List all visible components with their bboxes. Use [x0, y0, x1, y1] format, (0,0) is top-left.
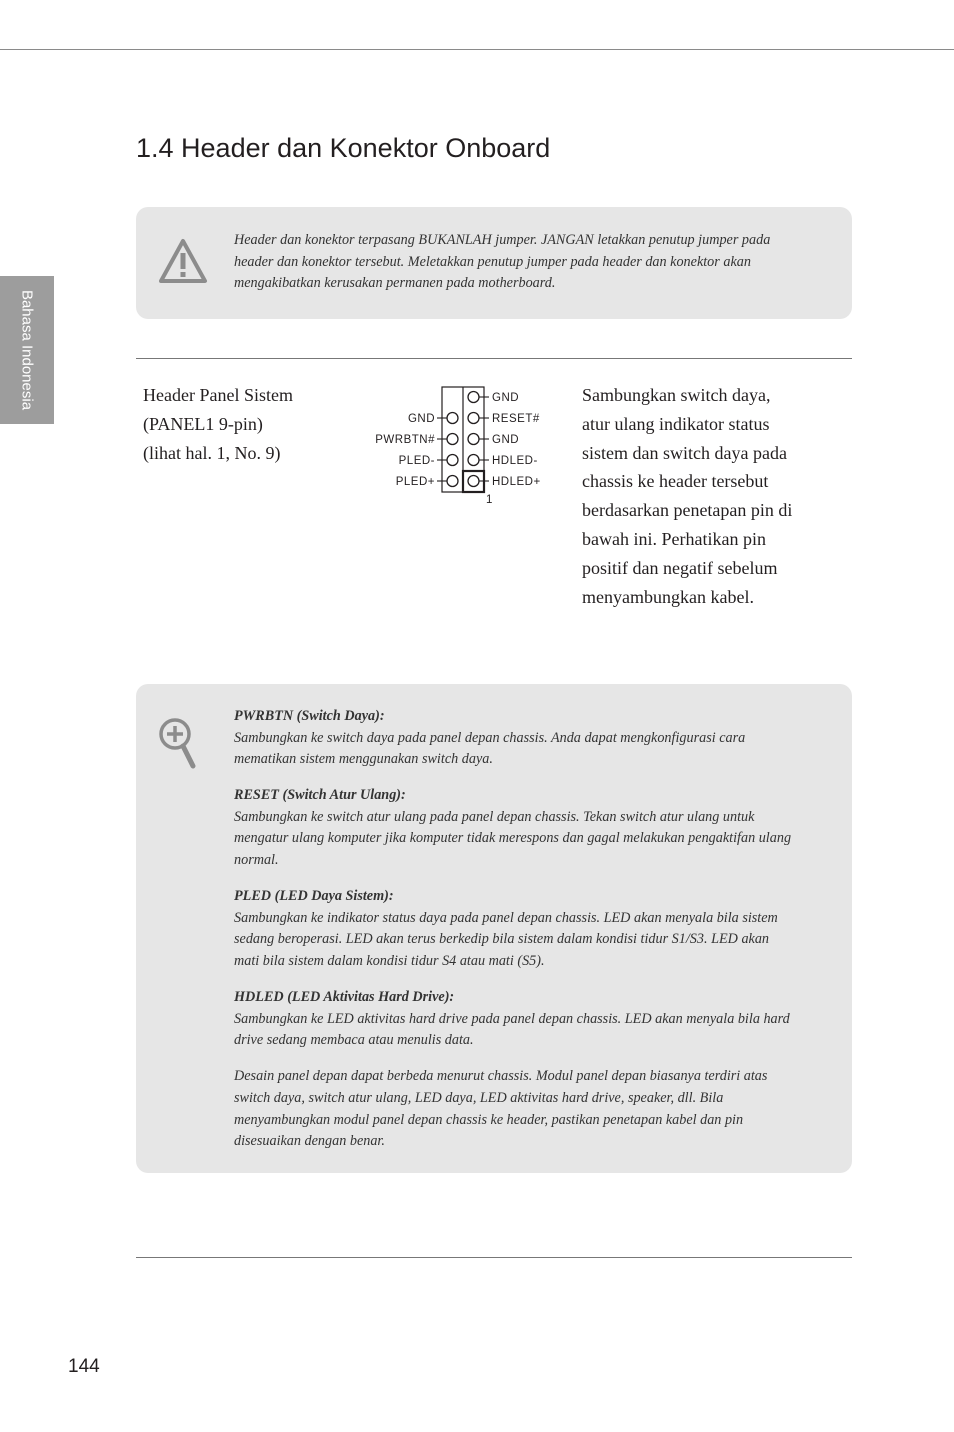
pin [447, 434, 458, 445]
side-tab-label: Bahasa Indonesia [18, 289, 36, 411]
pin-label-pwrbtn: PWRBTN# [375, 434, 435, 446]
top-rule [0, 49, 954, 50]
note-title: HDLED (LED Aktivitas Hard Drive): [234, 989, 455, 1006]
page-title: 1.4 Header dan Konektor Onboard [136, 133, 551, 163]
note-title: PWRBTN (Switch Daya): [234, 708, 385, 724]
note-title: RESET (Switch Atur Ulang): [234, 787, 406, 804]
warning-text: Header dan konektor terpasang BUKANLAH jumper. JANGAN letakkan penutup jumper pada header dan konektor tersebut. Meletakkan penutup jumper pada header dan konektor akan mengakibatkan kerusakan permanen pada motherboard. [234, 232, 771, 292]
note-hdled [234, 987, 794, 1052]
warning-triangle-icon [158, 238, 208, 284]
pin [447, 413, 458, 424]
panel-header-reference: (lihat hal. 1, No. 9) [143, 443, 281, 463]
panel-header-name: Header Panel Sistem [143, 385, 293, 405]
note-body: Sambungkan ke LED aktivitas hard drive pada panel depan chassis. LED akan menyala bila hard drive sedang membaca atau menulis data. [234, 1010, 790, 1049]
section-rule-top [136, 358, 852, 359]
note-reset [234, 785, 794, 871]
pin-label-pled-minus: PLED- [398, 455, 435, 467]
pin-label-pled-plus: PLED+ [395, 476, 435, 488]
notes-list [234, 706, 794, 1153]
panel-header-pins: (PANEL1 9-pin) [143, 414, 263, 434]
pin-label-gnd-left: GND [407, 413, 435, 425]
pin [468, 476, 479, 487]
page-number: 144 [68, 1356, 100, 1377]
note-pled [234, 886, 794, 972]
left-pin-column [437, 413, 458, 487]
note-pwrbtn [234, 706, 794, 771]
section-rule-bottom [136, 1257, 852, 1258]
pin-label-hdled-plus: HDLED+ [492, 476, 541, 488]
pin [447, 455, 458, 466]
pin-label-reset: RESET# [492, 413, 540, 425]
warning-box [136, 207, 852, 319]
note-title: PLED (LED Daya Sistem): [234, 888, 394, 905]
pin [468, 413, 479, 424]
pin [468, 392, 479, 403]
pin [468, 455, 479, 466]
pin-label-gnd-right: GND [492, 434, 520, 446]
magnifier-plus-icon [158, 717, 198, 771]
note-body: Sambungkan ke indikator status daya pada panel depan chassis. LED akan menyala bila sistem sedang beroperasi. LED akan terus berkedip bila sistem dalam kondisi tidur S1/S3. LED akan mati bila sistem dalam kondisi tidur S4 atau mati (S5). [234, 909, 778, 969]
panel-header-title [143, 381, 343, 468]
right-pin-column [468, 392, 489, 487]
note-footer: Desain panel depan dapat berbeda menurut chassis. Modul panel depan biasanya terdiri atas switch daya, switch atur ulang, LED daya, LED aktivitas hard drive, speaker, dll. Bila menyambungkan modul panel depan chassis ke header, pastikan penetapan kabel dan pin disesuaikan dengan benar. [234, 1068, 768, 1150]
note-box [136, 684, 852, 1173]
panel1-connector-diagram [360, 382, 560, 508]
pin [468, 434, 479, 445]
pin-label-gnd-top: GND [492, 392, 520, 404]
pin1-number: 1 [486, 494, 493, 506]
note-body: Sambungkan ke switch atur ulang pada panel depan chassis. Tekan switch atur ulang untuk mengatur ulang komputer jika komputer tidak merespons dan gagal melakukan pengaktifan ulang normal. [234, 808, 792, 869]
panel-header-description: Sambungkan switch daya, atur ulang indikator status sistem dan switch daya pada chassis ke header tersebut berdasarkan penetapan pin di bawah ini. Perhatikan pin positif dan negatif sebelum menyambungkan kabel. [582, 385, 793, 607]
side-language-tab [0, 276, 54, 424]
pin-label-hdled-minus: HDLED- [492, 455, 538, 467]
pin [447, 476, 458, 487]
note-body: Sambungkan ke switch daya pada panel depan chassis. Anda dapat mengkonfigurasi cara mematikan sistem menggunakan switch daya. [234, 729, 746, 768]
